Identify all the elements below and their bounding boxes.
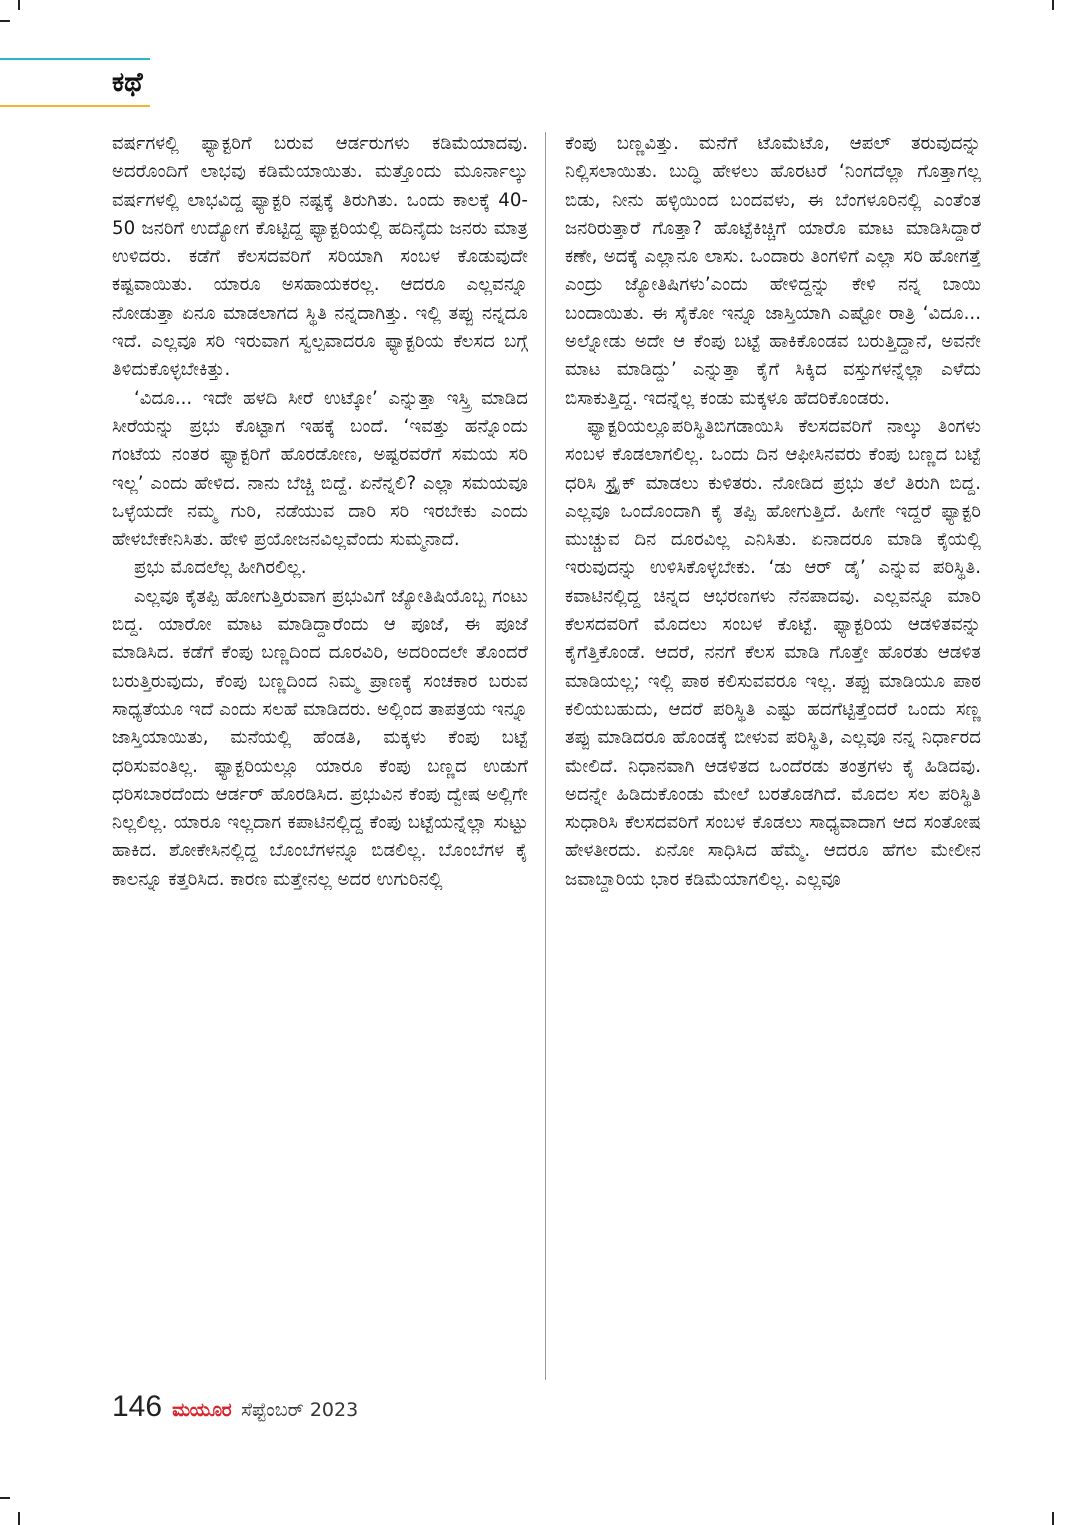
magazine-logo: ಮಯೂರ — [172, 1399, 232, 1421]
issue-date: ಸೆಪ್ಟೆಂಬರ್ 2023 — [241, 1399, 359, 1421]
right-text-column — [565, 130, 981, 1382]
column-divider — [545, 132, 546, 1380]
crop-mark-left-lower — [0, 1497, 10, 1499]
section-accent-rule-bottom — [0, 105, 150, 107]
section-accent-rule-top — [0, 58, 150, 60]
paragraph: ವರ್ಷಗಳಲ್ಲಿ ಫ್ಯಾಕ್ಟರಿಗೆ ಬರುವ ಆರ್ಡರುಗಳು ಕಡಿಮೆಯಾದವು. ಅದರೊಂದಿಗೆ ಲಾಭವು ಕಡಿಮೆಯಾಯಿತು. ಮತ್ತೊಂದು ಮೂರ್ನಾಲ್ಕು ವರ್ಷಗಳಲ್ಲಿ ಲಾಭವಿದ್ದ ಫ್ಯಾಕ್ಟರಿ ನಷ್ಟಕ್ಕೆ ತಿರುಗಿತು. ಒಂದು ಕಾಲಕ್ಕೆ 40-50 ಜನರಿಗೆ ಉದ್ಯೋಗ ಕೊಟ್ಟಿದ್ದ ಫ್ಯಾಕ್ಟರಿಯಲ್ಲಿ ಹದಿನೈದು ಜನರು ಮಾತ್ರ ಉಳಿದರು. ಕಡೆಗೆ ಕೆಲಸದವರಿಗೆ ಸರಿಯಾಗಿ ಸಂಬಳ ಕೊಡುವುದೇ ಕಷ್ಟವಾಯಿತು. ಯಾರೂ ಅಸಹಾಯಕರಲ್ಲ. ಆದರೂ ಎಲ್ಲವನ್ನೂ ನೋಡುತ್ತಾ ಏನೂ ಮಾಡಲಾಗದ ಸ್ಥಿತಿ ನನ್ನದಾಗಿತ್ತು. ಇಲ್ಲಿ ತಪ್ಪು ನನ್ನದೂ ಇದೆ. ಎಲ್ಲವೂ ಸರಿ ಇರುವಾಗ ಸ್ವಲ್ಪವಾದರೂ ಫ್ಯಾಕ್ಟರಿಯ ಕೆಲಸದ ಬಗ್ಗೆ ತಿಳಿದುಕೊಳ್ಳಬೇಕಿತ್ತು. — [112, 133, 528, 381]
crop-mark-bottom-right — [1052, 1512, 1054, 1525]
paragraph: ಎಲ್ಲವೂ ಕೈತಪ್ಪಿ ಹೋಗುತ್ತಿರುವಾಗ ಪ್ರಭುವಿಗೆ ಜ್ಯೋತಿಷಿಯೊಬ್ಬ ಗಂಟು ಬಿದ್ದ. ಯಾರೋ ಮಾಟ ಮಾಡಿದ್ದಾರೆಂದು ಆ ಪೂಜೆ, ಈ ಪೂಜೆ ಮಾಡಿಸಿದ. ಕಡೆಗೆ ಕೆಂಪು ಬಣ್ಣದಿಂದ ದೂರವಿರಿ, ಅದರಿಂದಲೇ ತೊಂದರೆ ಬರುತ್ತಿರುವುದು, ಕೆಂಪು ಬಣ್ಣದಿಂದ ನಿಮ್ಮ ಪ್ರಾಣಕ್ಕೆ ಸಂಚಕಾರ ಬರುವ ಸಾಧ್ಯತೆಯೂ ಇದೆ ಎಂದು ಸಲಹೆ ಮಾಡಿದರು. ಅಲ್ಲಿಂದ ತಾಪತ್ರಯ ಇನ್ನೂ ಜಾಸ್ತಿಯಾಯಿತು, ಮನೆಯಲ್ಲಿ ಹೆಂಡತಿ, ಮಕ್ಕಳು ಕೆಂಪು ಬಟ್ಟೆ ಧರಿಸುವಂತಿಲ್ಲ. ಫ್ಯಾಕ್ಟರಿಯಲ್ಲೂ ಯಾರೂ ಕೆಂಪು ಬಣ್ಣದ ಉಡುಗೆ ಧರಿಸಬಾರದೆಂದು ಆರ್ಡರ್ ಹೊರಡಿಸಿದ. ಪ್ರಭುವಿನ ಕೆಂಪು ದ್ವೇಷ ಅಲ್ಲಿಗೇ ನಿಲ್ಲಲಿಲ್ಲ. ಯಾರೂ ಇಲ್ಲದಾಗ ಕಪಾಟಿನಲ್ಲಿದ್ದ ಕೆಂಪು ಬಟ್ಟೆಯನ್ನೆಲ್ಲಾ ಸುಟ್ಟು ಹಾಕಿದ. ಶೋಕೇಸಿನಲ್ಲಿದ್ದ ಬೊಂಬೆಗಳನ್ನೂ ಬಿಡಲಿಲ್ಲ. ಬೊಂಬೆಗಳ ಕೈ ಕಾಲನ್ನೂ ಕತ್ತರಿಸಿದ. ಕಾರಣ ಮತ್ತೇನಲ್ಲ ಅದರ ಉಗುರಿನಲ್ಲಿ — [112, 585, 528, 890]
section-label: ಕಥೆ — [112, 67, 143, 98]
crop-mark-top-right — [1052, 0, 1054, 10]
paragraph: ಫ್ಯಾಕ್ಟರಿಯಲ್ಲೂಪರಿಸ್ಥಿತಿಬಿಗಡಾಯಿಸಿ ಕೆಲಸದವರಿಗೆ ನಾಲ್ಕು ತಿಂಗಳು ಸಂಬಳ ಕೊಡಲಾಗಲಿಲ್ಲ. ಒಂದು ದಿನ ಆಫೀಸಿನವರು ಕೆಂಪು ಬಣ್ಣದ ಬಟ್ಟೆ ಧರಿಸಿ ಸ್ಟ್ರೈಕ್ ಮಾಡಲು ಕುಳಿತರು. ನೋಡಿದ ಪ್ರಭು ತಲೆ ತಿರುಗಿ ಬಿದ್ದ. ಎಲ್ಲವೂ ಒಂದೊಂದಾಗಿ ಕೈ ತಪ್ಪಿ ಹೋಗುತ್ತಿದೆ. ಹೀಗೇ ಇದ್ದರೆ ಫ್ಯಾಕ್ಟರಿ ಮುಚ್ಚುವ ದಿನ ದೂರವಿಲ್ಲ ಎನಿಸಿತು. ಏನಾದರೂ ಮಾಡಿ ಕೈಯಲ್ಲಿ ಇರುವುದನ್ನು ಉಳಿಸಿಕೊಳ್ಳಬೇಕು. ‘ಡು ಆರ್ ಡೈ’ ಎನ್ನುವ ಪರಿಸ್ಥಿತಿ. ಕವಾಟಿನಲ್ಲಿದ್ದ ಚಿನ್ನದ ಆಭರಣಗಳು ನೆನಪಾದವು. ಎಲ್ಲವನ್ನೂ ಮಾರಿ ಕೆಲಸದವರಿಗೆ ಮೊದಲು ಸಂಬಳ ಕೊಟ್ಟೆ. ಫ್ಯಾಕ್ಟರಿಯ ಆಡಳಿತವನ್ನು ಕೈಗೆತ್ತಿಕೊಂಡೆ. ಆದರೆ, ನನಗೆ ಕೆಲಸ ಮಾಡಿ ಗೊತ್ತೇ ಹೊರತು ಆಡಳಿತ ಮಾಡಿಯಲ್ಲ; ಇಲ್ಲಿ ಪಾಠ ಕಲಿಸುವವರೂ ಇಲ್ಲ. ತಪ್ಪು ಮಾಡಿಯೂ ಪಾಠ ಕಲಿಯಬಹುದು, ಆದರೆ ಪರಿಸ್ಥಿತಿ ಎಷ್ಟು ಹದಗೆಟ್ಟಿತ್ತೆಂದರೆ ಒಂದು ಸಣ್ಣ ತಪ್ಪು ಮಾಡಿದರೂ ಹೊಂಡಕ್ಕೆ ಬೀಳುವ ಪರಿಸ್ಥಿತಿ, ಎಲ್ಲವೂ ನನ್ನ ನಿರ್ಧಾರದ ಮೇಲಿದೆ. ನಿಧಾನವಾಗಿ ಆಡಳಿತದ ಒಂದೆರಡು ತಂತ್ರಗಳು ಕೈ ಹಿಡಿದವು. ಅದನ್ನೇ ಹಿಡಿದುಕೊಂಡು ಮೇಲೆ ಬರತೊಡಗಿದೆ. ಮೊದಲ ಸಲ ಪರಿಸ್ಥಿತಿ ಸುಧಾರಿಸಿ ಕೆಲಸದವರಿಗೆ ಸಂಬಳ ಕೊಡಲು ಸಾಧ್ಯವಾದಾಗ ಆದ ಸಂತೋಷ ಹೇಳತೀರದು. ಏನೋ ಸಾಧಿಸಿದ ಹೆಮ್ಮೆ. ಆದರೂ ಹೆಗಲ ಮೇಲೀನ ಜವಾಬ್ದಾರಿಯ ಭಾರ ಕಡಿಮೆಯಾಗಲಿಲ್ಲ. ಎಲ್ಲವೂ — [565, 415, 981, 890]
left-text-column — [112, 130, 528, 1382]
crop-mark-bottom-left — [18, 1512, 20, 1525]
crop-mark-left-upper — [0, 20, 10, 22]
page-number: 146 — [112, 1390, 163, 1423]
paragraph: ಪ್ರಭು ಮೊದಲೆಲ್ಲ ಹೀಗಿರಲಿಲ್ಲ. — [134, 557, 307, 579]
paragraph: ‘ವಿದೂ... ಇದೇ ಹಳದಿ ಸೀರೆ ಉಟ್ಕೋ’ ಎನ್ನುತ್ತಾ ಇಸ್ತ್ರಿ ಮಾಡಿದ ಸೀರೆಯನ್ನು ಪ್ರಭು ಕೊಟ್ಟಾಗ ಇಹಕ್ಕೆ ಬಂದೆ. ‘ಇವತ್ತು ಹನ್ನೊಂದು ಗಂಟೆಯ ನಂತರ ಫ್ಯಾಕ್ಟರಿಗೆ ಹೊರಡೋಣ, ಅಷ್ಟರವರೆಗೆ ಸಮಯ ಸರಿ ಇಲ್ಲ’ ಎಂದು ಹೇಳಿದ. ನಾನು ಬೆಚ್ಚಿ ಬಿದ್ದೆ. ಏನೆನ್ನಲಿ? ಎಲ್ಲಾ ಸಮಯವೂ ಒಳ್ಳೆಯದೇ ನಮ್ಮ ಗುರಿ, ನಡೆಯುವ ದಾರಿ ಸರಿ ಇರಬೇಕು ಎಂದು ಹೇಳಬೇಕೇನಿಸಿತು. ಹೇಳಿ ಪ್ರಯೋಜನವಿಲ್ಲವೆಂದು ಸುಮ್ಮನಾದೆ. — [112, 387, 528, 551]
page-footer — [112, 1390, 358, 1430]
paragraph: ಕೆಂಪು ಬಣ್ಣವಿತ್ತು. ಮನೆಗೆ ಟೊಮೆಟೊ, ಆಪಲ್ ತರುವುದನ್ನು ನಿಲ್ಲಿಸಲಾಯಿತು. ಬುದ್ಧಿ ಹೇಳಲು ಹೊರಟರೆ ‘ನಿಂಗದೆಲ್ಲಾ ಗೊತ್ತಾಗಲ್ಲ ಬಿಡು, ನೀನು ಹಳ್ಳಿಯಿಂದ ಬಂದವಳು, ಈ ಬೆಂಗಳೂರಿನಲ್ಲಿ ಎಂತೆಂತ ಜನರಿರುತ್ತಾರೆ ಗೊತ್ತಾ? ಹೊಟ್ಟೆಕಿಚ್ಚಿಗೆ ಯಾರೊ ಮಾಟ ಮಾಡಿಸಿದ್ದಾರೆ ಕಣೇ, ಅದಕ್ಕೆ ಎಲ್ಲಾನೂ ಲಾಸು. ಒಂದಾರು ತಿಂಗಳಿಗೆ ಎಲ್ಲಾ ಸರಿ ಹೋಗತ್ತೆ ಎಂದ್ರು ಜ್ಯೋತಿಷಿಗಳು’ಎಂದು ಹೇಳಿದ್ದನ್ನು ಕೇಳಿ ನನ್ನ ಬಾಯಿ ಬಂದಾಯಿತು. ಈ ಸೈಕೋ ಇನ್ನೂ ಜಾಸ್ತಿಯಾಗಿ ಎಷ್ಟೋ ರಾತ್ರಿ ‘ವಿದೂ... ಅಲ್ನೋಡು ಅದೇ ಆ ಕೆಂಪು ಬಟ್ಟೆ ಹಾಕಿಕೊಂಡವ ಬರುತ್ತಿದ್ದಾನೆ, ಅವನೇ ಮಾಟ ಮಾಡಿದ್ದು’ ಎನ್ನುತ್ತಾ ಕೈಗೆ ಸಿಕ್ಕಿದ ವಸ್ತುಗಳನ್ನೆಲ್ಲಾ ಎಳೆದು ಬಿಸಾಕುತ್ತಿದ್ದ. ಇದನ್ನೆಲ್ಲ ಕಂಡು ಮಕ್ಕಳೂ ಹೆದರಿಕೊಂಡರು. — [565, 133, 981, 409]
crop-mark-top-left — [18, 0, 20, 10]
